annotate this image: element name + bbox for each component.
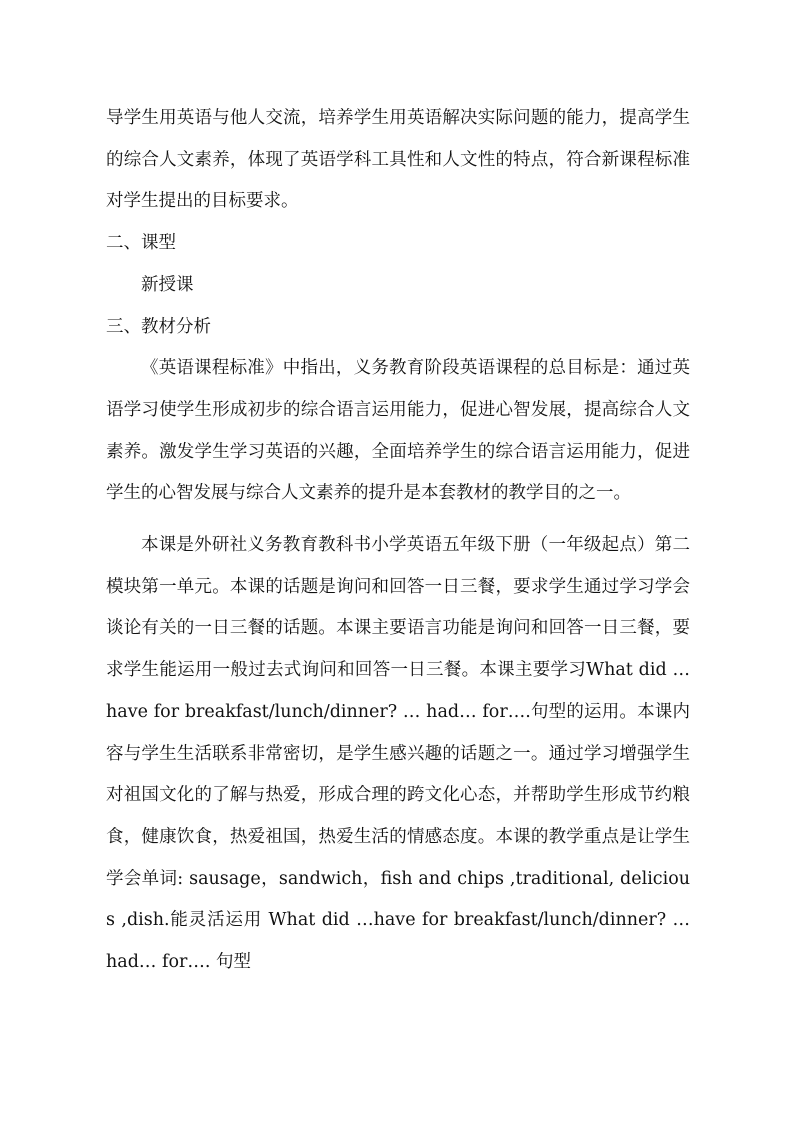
- section-heading-course-type: 二、课型: [106, 233, 176, 254]
- course-type-paragraph: 新授课: [141, 274, 194, 295]
- material-analysis-paragraph-1: 《英语课程标准》中指出，义务教育阶段英语课程的总目标是：通过英语学习使学生形成初步的综合语言运用能力，促进心智发展，提高综合人文素养。激发学生学习英语的兴趣，全面培养学生的综合语言运用能力，促进学生的心智发展与综合人文素养的提升是本套教材的教学目的之一。: [106, 358, 690, 504]
- paragraph-spacer: [106, 515, 690, 525]
- intro-paragraph: 导学生用英语与他人交流，培养学生用英语解决实际问题的能力，提高学生的综合人文素养，体现了英语学科工具性和人文性的特点，符合新课程标准对学生提出的目标要求。: [106, 108, 690, 212]
- section-heading-material-analysis: 三、教材分析: [106, 316, 211, 337]
- material-analysis-paragraph-2: 本课是外研社义务教育教科书小学英语五年级下册（一年级起点）第二模块第一单元。本课的话题是询问和回答一日三餐，要求学生通过学习学会谈论有关的一日三餐的话题。本课主要语言功能是询问和回答一日三餐，要求学生能运用一般过去式询问和回答一日三餐。本课主要学习What did …have for breakfast/lunch/dinner? … had… for….句型的运用。本课内容与学生生活联系非常密切，是学生感兴趣的话题之一。通过学习增强学生对祖国文化的了解与热爱，形成合理的跨文化心态，并帮助学生形成节约粮食，健康饮食，热爱祖国，热爱生活的情感态度。本课的教学重点是让学生学会单词: sausage，sandwich，fish and chips ,traditional, delicious ,dish.能灵活运用 What did …have for breakfast/lunch/dinner? … had… for…. 句型: [106, 535, 690, 973]
- document-body: [106, 98, 690, 984]
